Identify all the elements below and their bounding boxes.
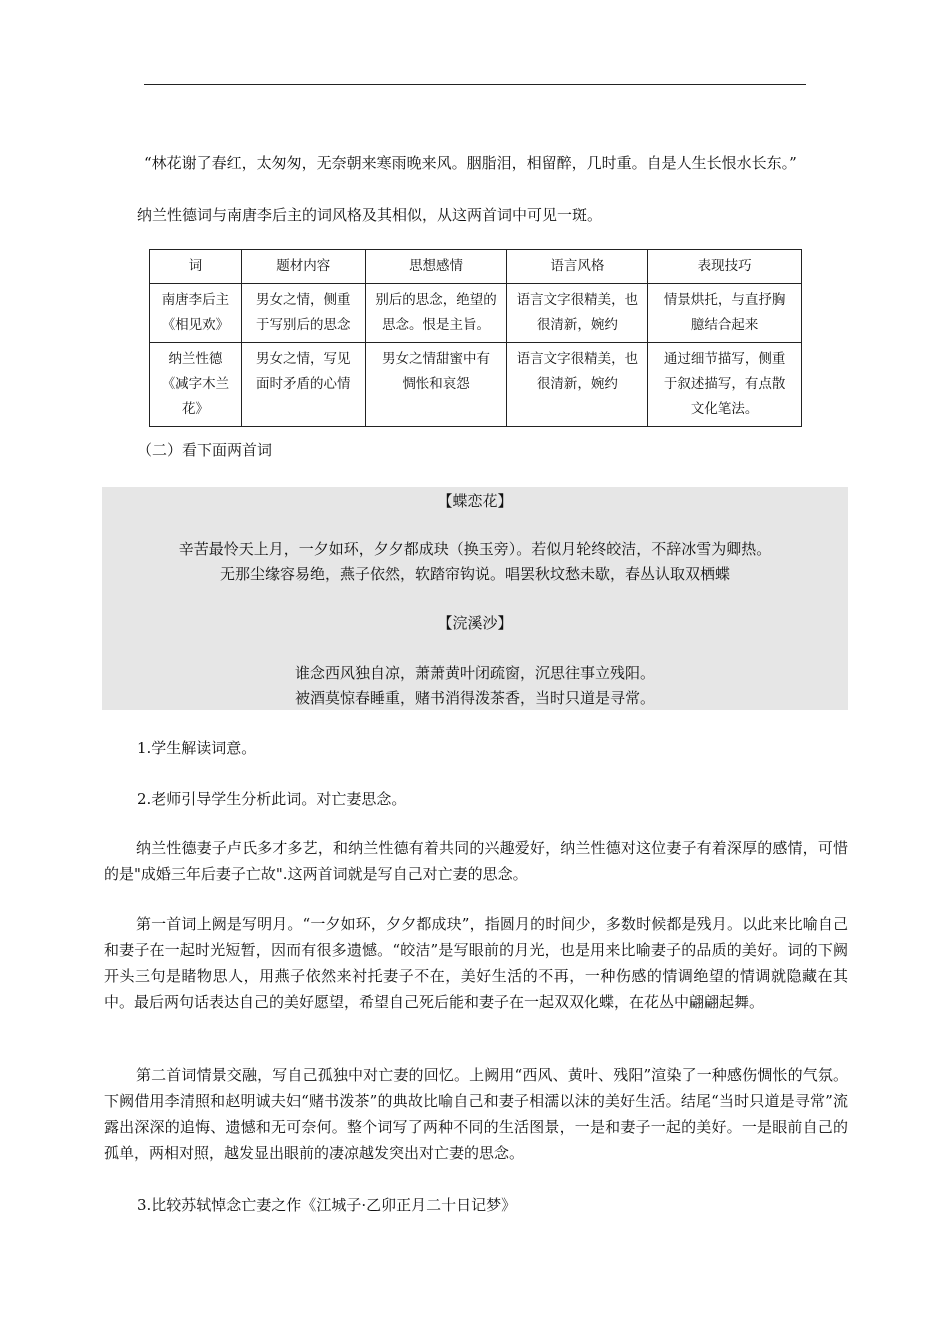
table-header-cell: 思想感情 [365,250,507,284]
table-cell-content: 男女之情，侧重 于写别后的思念 [241,284,365,343]
section-heading: （二）看下面两首词 [137,441,273,459]
table-cell-poet: 纳兰性德 《减字木兰 花》 [150,343,242,427]
paragraph: 第二首词情景交融，写自己孤独中对亡妻的回忆。上阙用“西风、黄叶、残阳”渲染了一种感伤惆怅的气氛。下阙借用李清照和赵明诚夫妇“赌书泼茶”的典故比喻自己和妻子相濡以沫的美好生活。结尾“当时只道是寻常”流露出深深的追悔、遗憾和无可奈何。整个词写了两种不同的生活图景，一是和妻子一起的美好。一是眼前自己的孤单，两相对照，越发显出眼前的凄凉越发突出对亡妻的思念。 [104,1066,848,1162]
quote-line: “林花谢了春红，太匆匆，无奈朝来寒雨晚来风。胭脂泪，相留醉，几时重。自是人生长恨水长东。” [144,154,797,172]
step-2: 2.老师引导学生分析此词。对亡妻思念。 [137,790,407,808]
table-cell-technique: 通过细节描写，侧重 于叙述描写，有点散 文化笔法。 [648,343,802,427]
intro-line: 纳兰性德词与南唐李后主的词风格及其相似，从这两首词中可见一斑。 [137,206,603,224]
table-cell-style: 语言文字很精美，也 很清新，婉约 [507,284,648,343]
table-cell-technique: 情景烘托，与直抒胸 臆结合起来 [648,284,802,343]
poem-line: 被酒莫惊春睡重，赌书消得泼茶香，当时只道是寻常。 [294,689,655,707]
table-cell-emotion: 别后的思念，绝望的 思念。恨是主旨。 [365,284,507,343]
poem-line: 无那尘缘容易绝，燕子依然，软踏帘钩说。唱罢秋坟愁未歇，春丛认取双栖蝶 [219,565,730,583]
paragraph: 纳兰性德妻子卢氏多才多艺，和纳兰性德有着共同的兴趣爱好，纳兰性德对这位妻子有着深厚的感情，可惜的是"成婚三年后妻子亡故".这两首词就是写自己对亡妻的思念。 [104,839,848,883]
step-1: 1.学生解读词意。 [137,739,257,757]
table-header-cell: 表现技巧 [648,250,802,284]
table-cell-style: 语言文字很精美，也 很清新，婉约 [507,343,648,427]
poem-line: 谁念西风独自凉，萧萧黄叶闭疏窗，沉思往事立残阳。 [294,664,655,682]
comparison-table [149,249,802,427]
poem-title: 【浣溪沙】 [437,614,513,632]
table-header-cell: 题材内容 [241,250,365,284]
table-cell-emotion: 男女之情甜蜜中有 惆怅和哀怨 [365,343,507,427]
table-header-cell: 语言风格 [507,250,648,284]
poem-line: 辛苦最怜天上月，一夕如环，夕夕都成玦（换玉旁）。若似月轮终皎洁，不辞冰雪为卿热。 [178,540,772,558]
header-rule [144,84,806,85]
table-cell-poet: 南唐李后主 《相见欢》 [150,284,242,343]
table-row [150,284,802,343]
poem-title: 【蝶恋花】 [437,492,513,510]
table-header-row [150,250,802,284]
table-row [150,343,802,427]
paragraph: 第一首词上阙是写明月。“一夕如环，夕夕都成玦”，指圆月的时间少，多数时候都是残月。以此来比喻自己和妻子在一起时光短暂，因而有很多遗憾。“皎洁”是写眼前的月光，也是用来比喻妻子的品质的美好。词的下阙开头三句是睹物思人，用燕子依然来衬托妻子不在，美好生活的不再，一种伤感的情调绝望的情调就隐藏在其中。最后两句话表达自己的美好愿望，希望自己死后能和妻子在一起双双化蝶，在花丛中翩翩起舞。 [104,915,848,1011]
table-header-cell: 词 [150,250,242,284]
poem-box [102,487,848,710]
step-3: 3.比较苏轼悼念亡妻之作《江城子·乙卯正月二十日记梦》 [137,1196,517,1214]
table-cell-content: 男女之情，写见 面时矛盾的心情 [241,343,365,427]
